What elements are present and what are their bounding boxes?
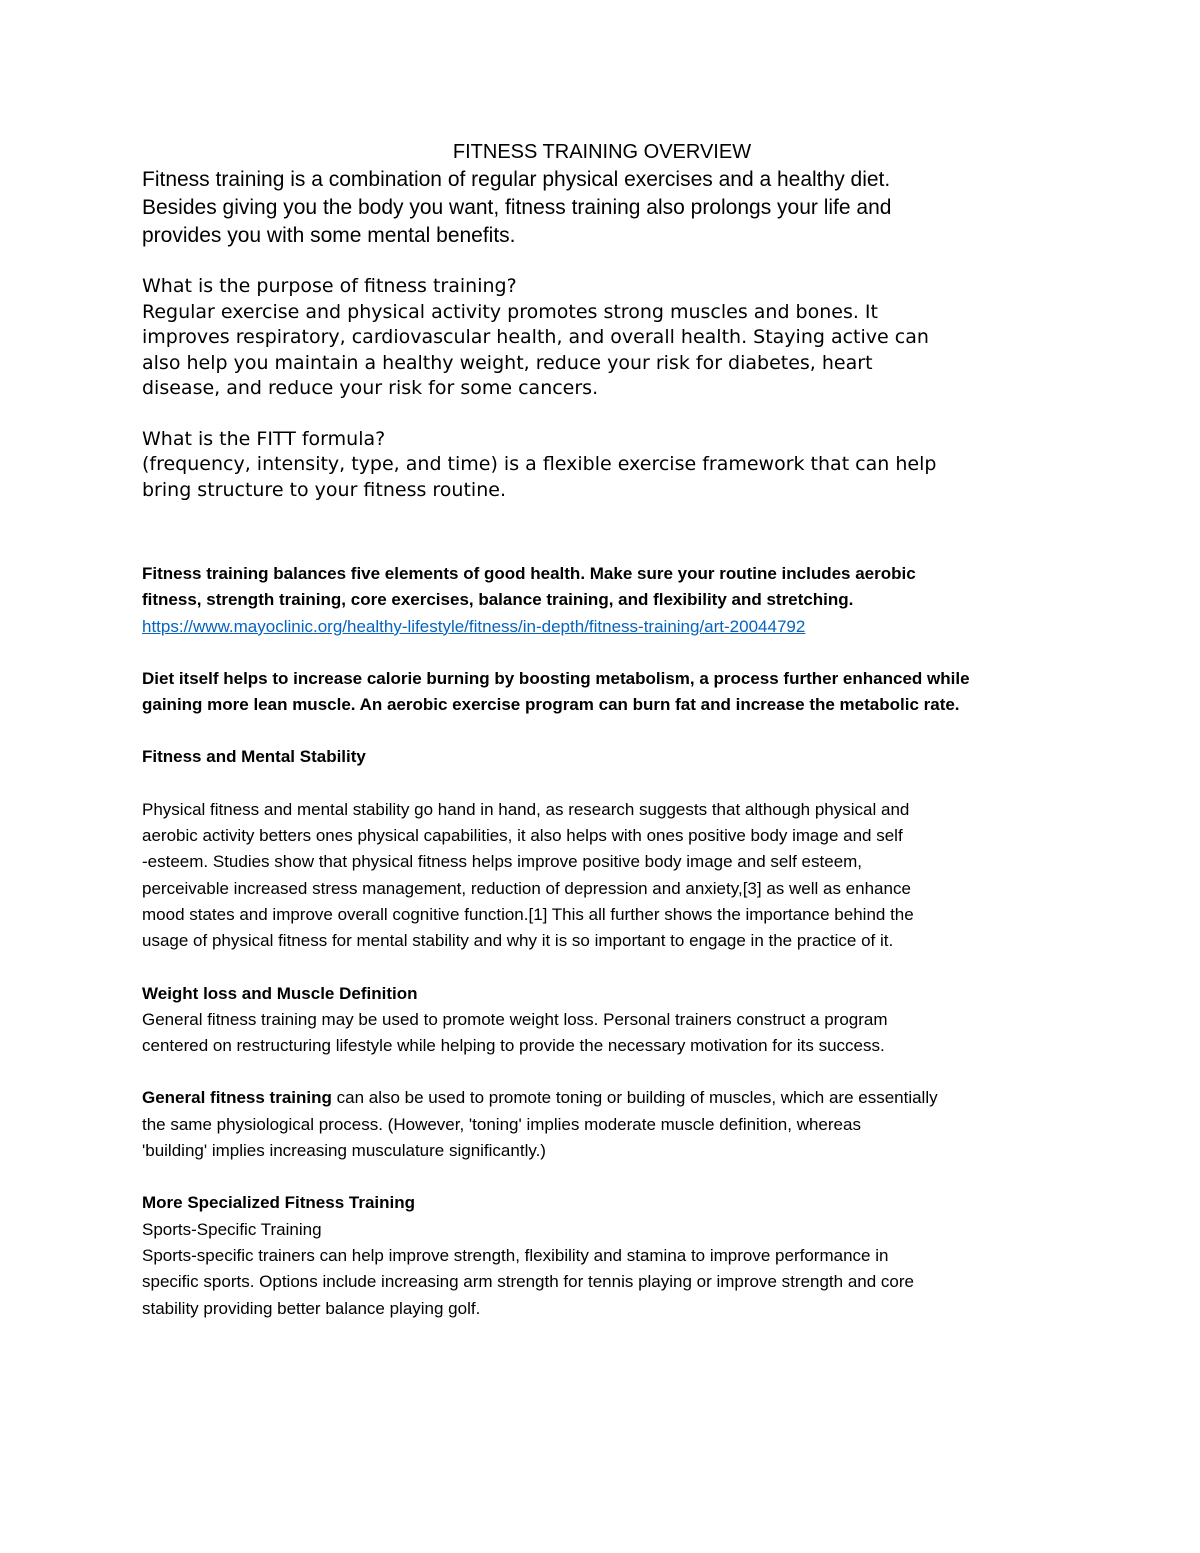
weight-line: centered on restructuring lifestyle while helping to provide the necessary motivation for its success. (142, 1036, 885, 1056)
intro-line: provides you with some mental benefits. (142, 224, 516, 247)
fitt-question: What is the FITT formula? (142, 427, 386, 450)
document-title: FITNESS TRAINING OVERVIEW (452, 141, 752, 163)
diet-section (142, 666, 1062, 719)
mental-line: Physical fitness and mental stability go hand in hand, as research suggests that although physical and (142, 799, 910, 819)
weight-heading: Weight loss and Muscle Definition (142, 983, 418, 1003)
mental-line: -esteem. Studies show that physical fitness helps improve positive body image and self esteem, (142, 852, 863, 872)
intro-paragraph (142, 166, 1062, 250)
mental-line: mood states and improve overall cognitive function.[1] This all further shows the importance behind the (142, 904, 914, 924)
mental-line: usage of physical fitness for mental stability and why it is so important to engage in the practice of it. (142, 931, 894, 951)
weight-line: General fitness training may be used to promote weight loss. Personal trainers construct a program (142, 1009, 888, 1029)
purpose-line: Regular exercise and physical activity promotes strong muscles and bones. It (142, 300, 878, 323)
diet-line: Diet itself helps to increase calorie burning by boosting metabolism, a process further enhanced while (142, 668, 970, 688)
fitt-line: bring structure to your fitness routine. (142, 478, 506, 501)
mayoclinic-link[interactable]: https://www.mayoclinic.org/healthy-lifestyle/fitness/in-depth/fitness-training/art-20044792 (142, 616, 806, 636)
mental-heading: Fitness and Mental Stability (142, 747, 366, 767)
general-line: 'building' implies increasing musculature significantly.) (142, 1141, 546, 1161)
specialized-line: specific sports. Options include increasing arm strength for tennis playing or improve strength and core (142, 1272, 914, 1292)
general-line: can also be used to promote toning or building of muscles, which are essentially (331, 1088, 938, 1108)
diet-line: gaining more lean muscle. An aerobic exercise program can burn fat and increase the metabolic rate. (142, 695, 960, 715)
elements-line: fitness, strength training, core exercises, balance training, and flexibility and stretching. (142, 590, 854, 610)
document-content (142, 138, 1062, 1322)
specialized-line: stability providing better balance playing golf. (142, 1298, 481, 1318)
specialized-heading: More Specialized Fitness Training (142, 1193, 416, 1213)
mental-line: perceivable increased stress management, reduction of depression and anxiety,[3] as well as enhance (142, 878, 911, 898)
mental-section (142, 797, 1062, 955)
fitt-line: (frequency, intensity, type, and time) is a flexible exercise framework that can help (142, 453, 937, 475)
specialized-line: Sports-specific trainers can help improve strength, flexibility and stamina to improve performance in (142, 1245, 889, 1265)
elements-section (142, 561, 1062, 640)
specialized-subheading: Sports-Specific Training (142, 1219, 322, 1239)
general-lead: General fitness training (142, 1088, 332, 1108)
purpose-line: improves respiratory, cardiovascular health, and overall health. Staying active can (142, 326, 929, 348)
weight-section (142, 981, 1062, 1060)
purpose-line: disease, and reduce your risk for some cancers. (142, 377, 599, 399)
general-line: the same physiological process. (However, 'toning' implies moderate muscle definition, whereas (142, 1114, 861, 1134)
specialized-section (142, 1190, 1062, 1321)
purpose-section (142, 274, 1062, 402)
elements-line: Fitness training balances five elements of good health. Make sure your routine includes aerobic (142, 564, 916, 583)
intro-line: Besides giving you the body you want, fitness training also prolongs your life and (142, 196, 892, 219)
mental-line: aerobic activity betters ones physical capabilities, it also helps with ones positive body image and self (142, 826, 903, 846)
intro-line: Fitness training is a combination of regular physical exercises and a healthy diet. (142, 168, 891, 191)
general-section (142, 1085, 1062, 1164)
purpose-question: What is the purpose of fitness training? (142, 275, 517, 297)
fitt-section (142, 427, 1062, 504)
purpose-line: also help you maintain a healthy weight, reduce your risk for diabetes, heart (142, 351, 873, 374)
